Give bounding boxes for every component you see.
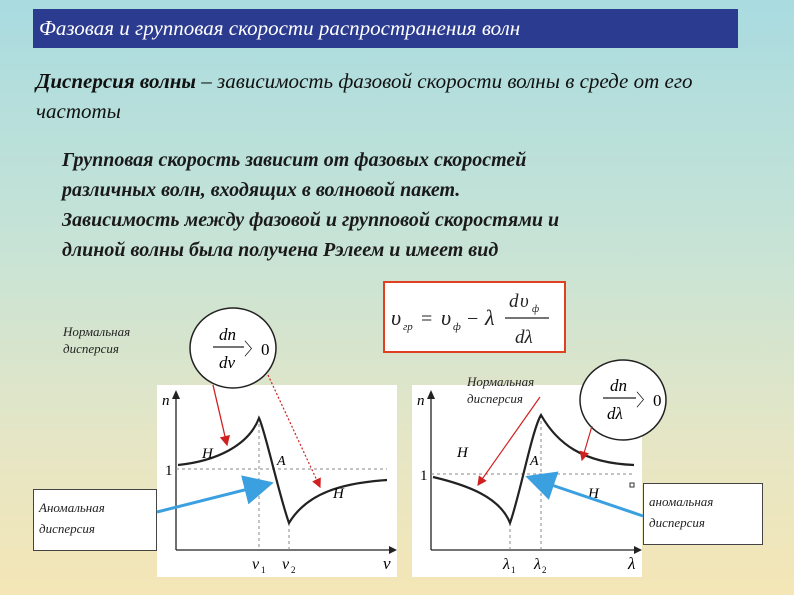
- right-circle-num: dn: [610, 376, 627, 395]
- formula-lhs: υ: [391, 305, 402, 330]
- right-region-a: A: [530, 454, 539, 469]
- right-tick-x1-sub: 1: [511, 565, 516, 575]
- right-circle-rel: 〉0: [636, 391, 662, 410]
- left-tick-x2-sub: 2: [291, 565, 296, 575]
- definition-term: Дисперсия волны: [36, 69, 197, 93]
- paragraph-line-4: длиной волны была получена Рэлеем и имеет вид: [62, 239, 499, 261]
- formula-eq: =: [421, 308, 433, 330]
- formula-minus: −: [467, 308, 479, 330]
- paragraph-line-3: Зависимость между фазовой и групповой скоростями и: [62, 209, 560, 231]
- left-tick-x1-sub: 1: [261, 565, 266, 575]
- left-axis-x-label: ν: [383, 554, 391, 573]
- right-axis-y-label: n: [417, 393, 425, 409]
- left-red-arrow-h2: [268, 375, 320, 487]
- formula-num-v: υ: [520, 291, 529, 312]
- left-tick-one: 1: [165, 463, 173, 479]
- left-region-h1: H: [202, 446, 213, 462]
- right-tick-x2: λ: [534, 556, 541, 573]
- left-anomalous-label: Аномальная дисперсия: [33, 489, 157, 551]
- paragraph-line-1: Групповая скорость зависит от фазовых скоростей: [62, 149, 527, 171]
- left-normal-label: Нормальная дисперсия: [63, 324, 131, 356]
- right-tick-x1: λ: [503, 556, 510, 573]
- right-anomalous-label: аномальная дисперсия: [643, 483, 763, 545]
- definition-text: – зависимость фазовой скорости волны в среде от его частоты: [36, 69, 693, 123]
- left-region-h2: H: [333, 486, 344, 502]
- left-circle-den: dν: [219, 353, 236, 372]
- right-normal-label: Нормальная дисперсия: [467, 374, 535, 406]
- paragraph-line-2: различных волн, входящих в волновой пакет.: [62, 179, 461, 201]
- left-tick-x2: ν: [282, 556, 290, 573]
- formula-phase-sub: ф: [453, 321, 461, 333]
- right-circle-den: dλ: [607, 404, 623, 423]
- left-axis-y-label: n: [162, 393, 170, 409]
- right-blue-arrow: [531, 478, 643, 516]
- right-axis-x-label: λ: [628, 554, 636, 573]
- formula-num-d: d: [509, 291, 519, 312]
- right-tick-x2-sub: 2: [542, 565, 547, 575]
- formula-lambda: λ: [485, 305, 495, 330]
- formula-num-sub: ф: [532, 304, 540, 315]
- left-blue-arrow: [157, 484, 268, 512]
- left-region-a: A: [277, 454, 286, 469]
- left-tick-x1: ν: [252, 556, 260, 573]
- right-tick-one: 1: [420, 468, 428, 484]
- right-red-arrow-h2: [582, 426, 592, 460]
- formula-phase: υ: [441, 305, 452, 330]
- formula-lhs-sub: гр: [403, 321, 413, 333]
- left-circle-num: dn: [219, 325, 236, 344]
- formula-den: dλ: [515, 327, 533, 348]
- left-circle-rel: 〉0: [244, 340, 270, 359]
- slide-title: Фазовая и групповая скорости распространения волн: [33, 9, 738, 48]
- right-region-h2: H: [588, 486, 599, 502]
- right-red-arrow-h1: [478, 397, 540, 485]
- left-red-arrow-h1: [213, 385, 227, 445]
- right-region-h1: H: [457, 445, 468, 461]
